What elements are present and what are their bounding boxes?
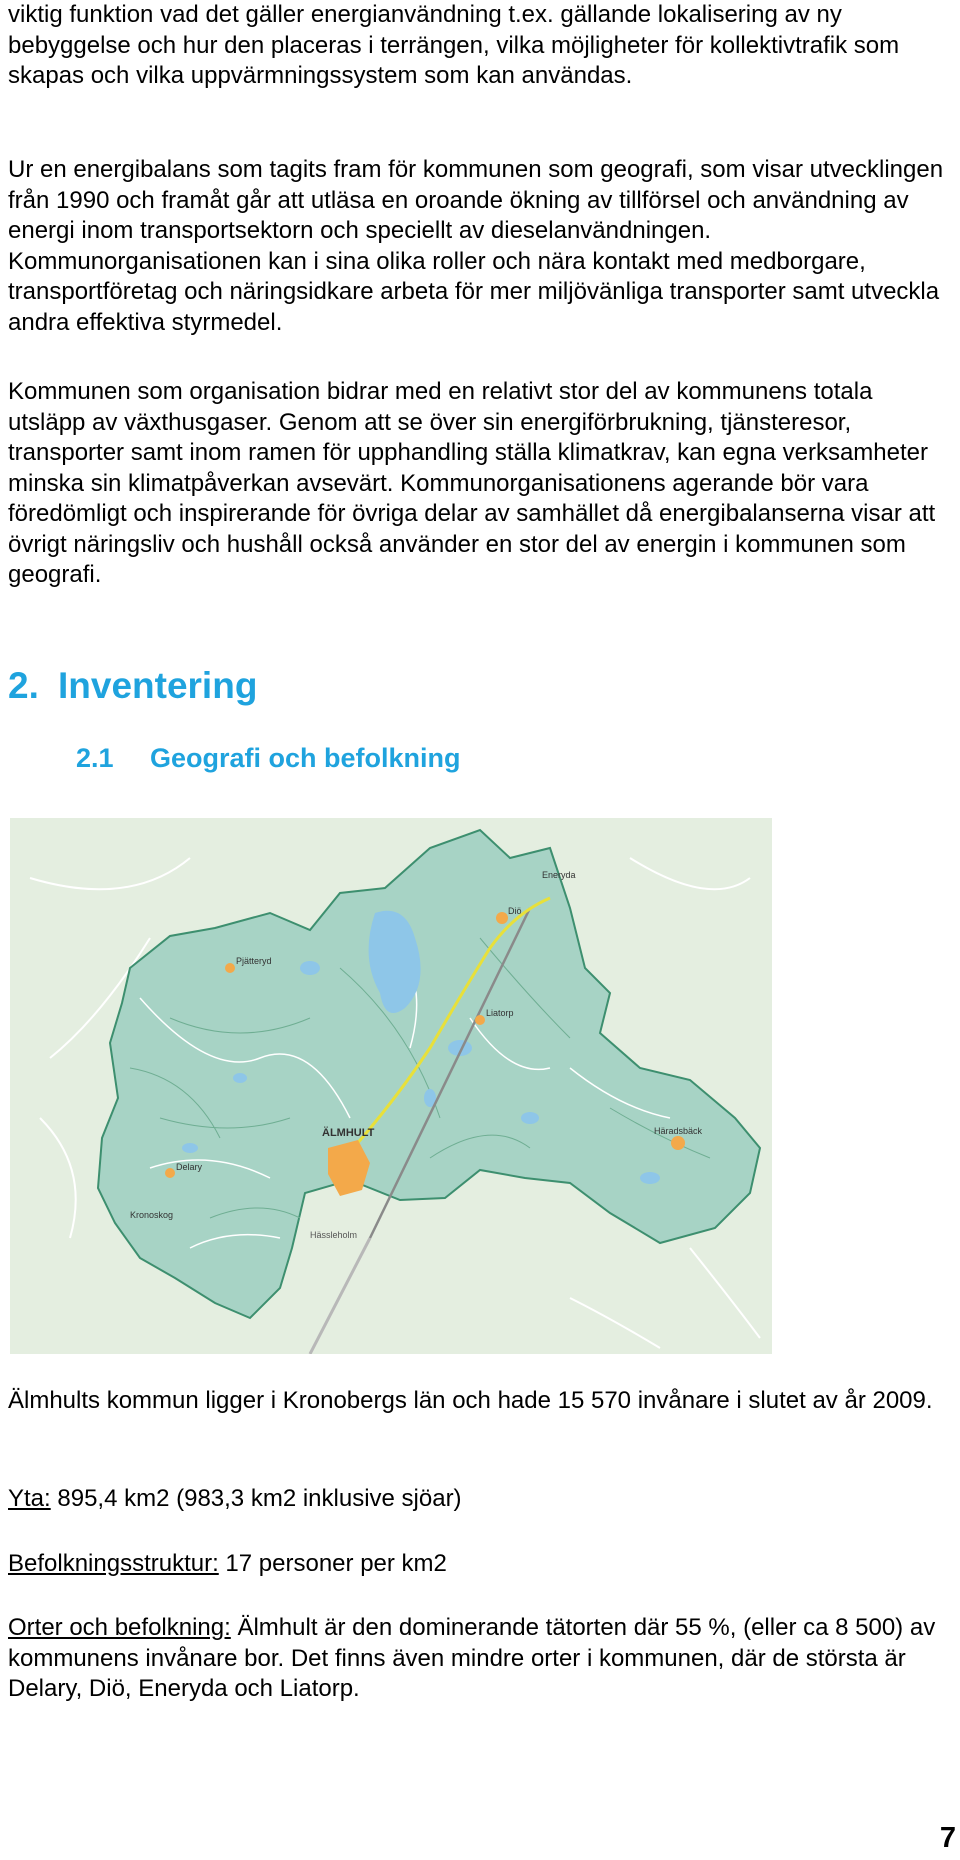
label-kronoskog: Kronoskog (130, 1210, 174, 1220)
label-liatorp: Liatorp (486, 1008, 514, 1018)
subsection-title: Geografi och befolkning (150, 743, 461, 773)
area-label: Yta: (8, 1485, 51, 1512)
town-liatorp (475, 1015, 485, 1025)
places-label: Orter och befolkning: (8, 1614, 231, 1641)
label-dio: Diö (508, 906, 522, 916)
lake-small-1 (300, 961, 320, 975)
paragraph-intro-tail: viktig funktion vad det gäller energianvändning t.ex. gällande lokalisering av ny bebyggelse och hur den placeras i terrängen, vilka möjligheter för kollektivtrafik som skapas och vilka uppvärmningssystem som kan användas. (8, 1, 900, 89)
section-title: Inventering (58, 665, 258, 706)
town-haradsback (671, 1136, 685, 1150)
places-value: Älmhult är den dominerande tätorten där 55 %, (eller ca 8 500) av kommunens invånare bor. Det finns även mindre orter i kommunen, där de största är Delary, Diö, Eneryda och Liatorp. (8, 1614, 936, 1702)
label-delary: Delary (176, 1162, 203, 1172)
town-pjatteryd (225, 963, 235, 973)
page-number: 7 (939, 1822, 956, 1854)
label-hassleholm: Hässleholm (310, 1230, 358, 1240)
area-fact (8, 1484, 953, 1515)
label-haradsback: Häradsbäck (654, 1126, 703, 1136)
label-pjatteryd: Pjätteryd (236, 956, 272, 966)
municipality-map (10, 818, 772, 1354)
section-heading (8, 665, 257, 707)
lake-small-6 (640, 1172, 660, 1184)
structure-fact (8, 1549, 953, 1580)
paragraph-energy-balance: Ur en energibalans som tagits fram för kommunen som geografi, som visar utvecklingen från 1990 och framåt går att utläsa en oroande ökning av tillförsel och användning av energi inom transportsektorn och speciellt av dieselanvändningen. Kommunorganisationen kan i sina olika roller och nära kontakt med medborgare, transportföretag och näringsidkare arbeta för mer miljövänliga transporter samt utveckla andra effektiva styrmedel. (8, 156, 944, 336)
population-summary: Älmhults kommun ligger i Kronobergs län och hade 15 570 invånare i slutet av år 2009. (8, 1387, 933, 1414)
lake-small-4 (233, 1073, 247, 1083)
lake-small-5 (182, 1143, 198, 1153)
label-almhult: ÄLMHULT (322, 1127, 375, 1139)
town-dio (496, 912, 508, 924)
paragraph-organisation: Kommunen som organisation bidrar med en relativt stor del av kommunens totala utsläpp av växthusgaser. Genom att se över sin energiförbrukning, tjänsteresor, transporter samt inom ramen för upphandling ställa klimatkrav, kan egna verksamheter minska sin klimatpåverkan avsevärt. Kommunorganisationens agerande bör vara föredömligt och inspirerande för övriga delar av samhället då energibalanserna visar att övrigt näringsliv och hushåll också använder en stor del av energin i kommunen som geografi. (8, 378, 936, 588)
structure-label: Befolkningsstruktur: (8, 1550, 219, 1577)
structure-value: 17 personer per km2 (218, 1550, 447, 1577)
town-delary (165, 1168, 175, 1178)
label-eneryda: Eneryda (542, 870, 576, 880)
area-value: 895,4 km2 (983,3 km2 inklusive sjöar) (50, 1485, 462, 1512)
section-number: 2. (8, 665, 39, 706)
places-fact (8, 1613, 953, 1705)
subsection-heading (76, 743, 461, 774)
subsection-number: 2.1 (76, 743, 114, 773)
lake-small-3 (521, 1112, 539, 1124)
